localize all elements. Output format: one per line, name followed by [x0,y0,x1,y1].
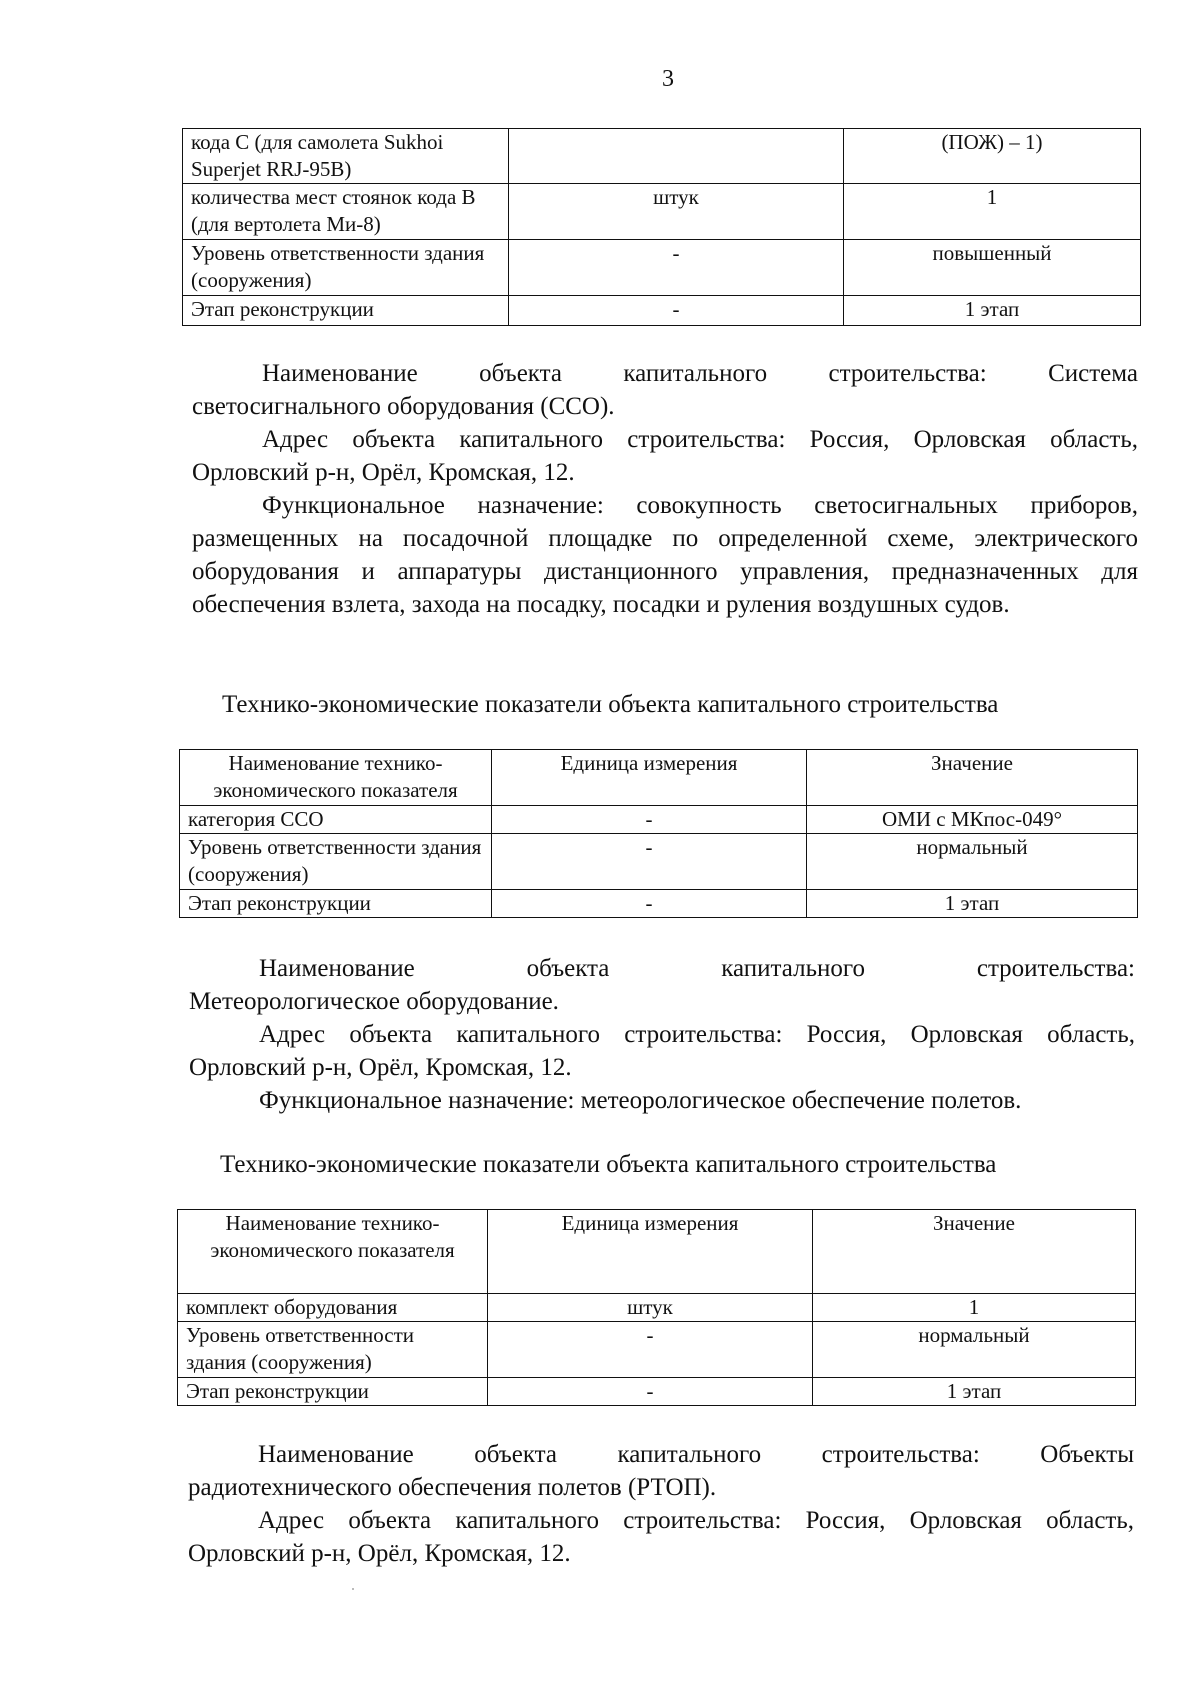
table-row [178,1294,1136,1322]
table-cell: 1 этап [844,296,1141,326]
object-name-text: Наименование объекта капитального строительства: [259,955,1135,982]
table-cell: количества мест стоянок кода В (для вертолета Ми-8) [183,184,509,240]
table-cell: - [509,240,844,296]
table-cell: - [492,890,807,918]
table-cell: Этап реконструкции [180,890,492,918]
table-cell: 1 [844,184,1141,240]
table-cell: штук [509,184,844,240]
table-cell: 1 этап [807,890,1138,918]
object-name-paragraph [192,357,1138,390]
table-cell: (ПОЖ) – 1) [844,129,1141,184]
table-cell: Этап реконструкции [178,1378,488,1406]
table-cell: 1 [813,1294,1136,1322]
indicators-heading: Технико-экономические показатели объекта капитального строительства [222,691,999,718]
object-function-paragraph [189,1084,1135,1117]
object-name-continued: радиотехнического обеспечения полетов (РТОП). [188,1474,717,1501]
indicators-heading: Технико-экономические показатели объекта капитального строительства [220,1151,997,1178]
column-header: Наименование технико-экономического показателя [178,1210,488,1294]
object-address-text: Адрес объекта капитального строительства: Россия, Орловская область, Орловский р-н, Орёл, Кромская, 12. [189,1021,1135,1081]
table-cell: - [488,1322,813,1378]
table-cell: - [492,834,807,890]
object-function-text: Функциональное назначение: метеорологическое обеспечение полетов. [259,1087,1022,1114]
object-name-continued: Метеорологическое оборудование. [189,988,559,1015]
table-cell: 1 этап [813,1378,1136,1406]
object-function-text: Функциональное назначение: совокупность светосигнальных приборов, размещенных на посадочной площадке по определенной схеме, электрического оборудования и аппаратуры дистанционного управления, предназначенных для обеспечения взлета, захода на посадку, посадки и руления воздушных судов. [192,492,1138,618]
page-number: 3 [662,66,674,92]
table-row [180,890,1138,918]
table-row [178,1322,1136,1378]
object-name-text: Наименование объекта капитального строительства: Объекты [258,1441,1134,1468]
object-name-text: Наименование объекта капитального строительства: Система [262,360,1138,387]
table-row [178,1378,1136,1406]
table-cell: нормальный [807,834,1138,890]
column-header: Наименование технико-экономического показателя [180,750,492,806]
table-cell [509,129,844,184]
table-cell: ОМИ с МКпос-049° [807,806,1138,834]
object-name-paragraph [188,1438,1134,1471]
column-header: Единица измерения [488,1210,813,1294]
indicators-table-sso [179,749,1138,918]
table-cell: Этап реконструкции [183,296,509,326]
table-cell: - [488,1378,813,1406]
object-name-paragraph [189,952,1135,985]
table-cell: категория ССО [180,806,492,834]
table-row [183,296,1141,326]
table-cell: кода С (для самолета Sukhoi Superjet RRJ-95B) [183,129,509,184]
object-address-paragraph [192,423,1138,489]
table-cell: штук [488,1294,813,1322]
table-cell: - [492,806,807,834]
table-row [180,806,1138,834]
table-cell: Уровень ответственности здания (сооружения) [178,1322,488,1378]
table-cell: повышенный [844,240,1141,296]
table-cell: нормальный [813,1322,1136,1378]
indicators-table-continued [182,128,1141,326]
table-row [180,834,1138,890]
column-header: Единица измерения [492,750,807,806]
table-cell: Уровень ответственности здания (сооружения) [183,240,509,296]
table-header-row [178,1210,1136,1294]
table-row [183,184,1141,240]
object-address-text: Адрес объекта капитального строительства: Россия, Орловская область, Орловский р-н, Орёл, Кромская, 12. [188,1507,1134,1567]
object-address-paragraph [189,1018,1135,1084]
table-cell: - [509,296,844,326]
table-row [183,240,1141,296]
table-cell: комплект оборудования [178,1294,488,1322]
object-address-text: Адрес объекта капитального строительства: Россия, Орловская область, Орловский р-н, Орёл, Кромская, 12. [192,426,1138,486]
table-row [183,129,1141,184]
table-cell: Уровень ответственности здания (сооружения) [180,834,492,890]
object-address-paragraph [188,1504,1134,1570]
column-header: Значение [813,1210,1136,1294]
indicators-table-meteo [177,1209,1136,1406]
object-name-continued: светосигнального оборудования (ССО). [192,393,615,420]
scan-speck [352,1588,354,1590]
table-header-row [180,750,1138,806]
column-header: Значение [807,750,1138,806]
object-function-paragraph [192,489,1138,621]
